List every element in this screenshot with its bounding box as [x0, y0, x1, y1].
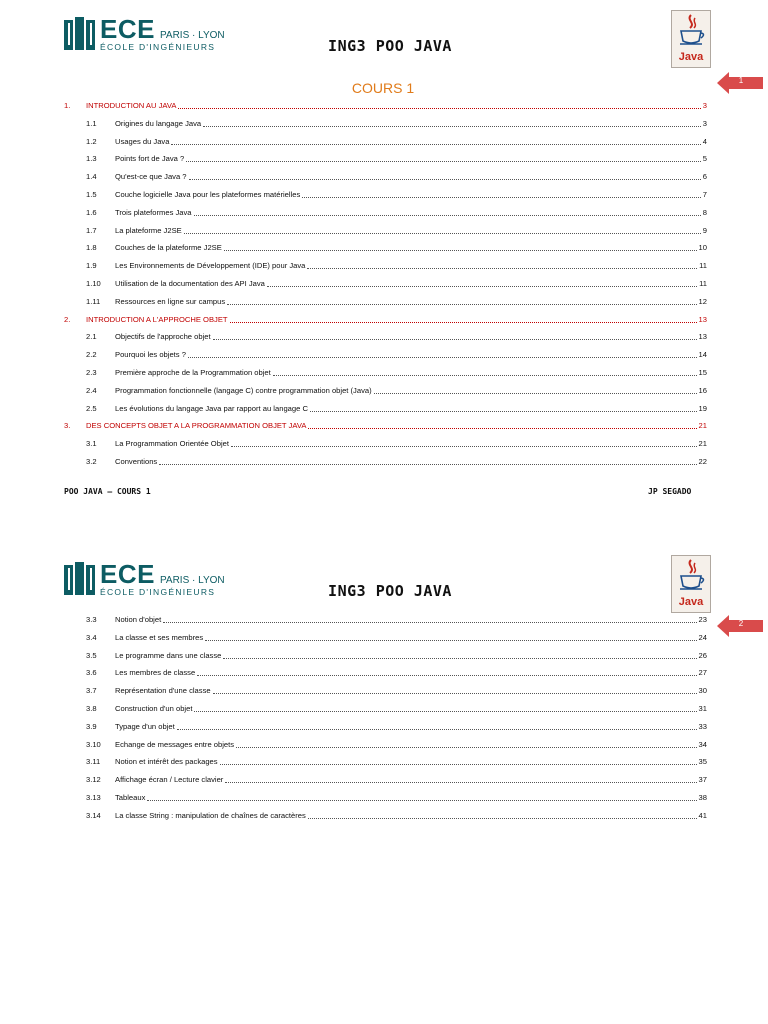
toc-section-entry[interactable] [64, 666, 707, 678]
toc-entry-label: Ressources en ligne sur campus [115, 296, 226, 306]
toc-section-entry[interactable] [64, 809, 707, 821]
toc-entry-number: 1.2 [86, 136, 97, 146]
toc-section-entry[interactable] [64, 152, 707, 164]
toc-entry-page: 38 [698, 793, 707, 802]
toc-entry-page: 31 [698, 704, 707, 713]
toc-entry-number: 3.3 [86, 615, 97, 624]
toc-section-entry[interactable] [64, 188, 707, 200]
toc-entry-label: Notion d'objet [115, 615, 162, 624]
toc-entry-number: 1.11 [86, 296, 101, 306]
toc-entry-page: 41 [698, 810, 707, 820]
toc-entry-number: 1.7 [86, 225, 97, 235]
toc-dot-leader [147, 800, 696, 801]
java-cup-icon [672, 556, 710, 592]
toc-entry-number: 3.1 [86, 439, 97, 449]
toc-entry-number: 2.4 [86, 385, 97, 395]
toc-dot-leader [213, 339, 697, 340]
toc-entry-page: 3 [702, 101, 707, 110]
toc-entry-number: 3. [64, 421, 71, 431]
toc-entry-label: Tableaux [115, 793, 146, 802]
toc-entry-label: Usages du Java [115, 136, 170, 146]
toc-section-entry[interactable] [64, 720, 707, 732]
arrow-label: 1 [738, 76, 744, 85]
toc-dot-leader [230, 322, 697, 323]
toc-section-entry[interactable] [64, 437, 707, 449]
toc-entry-label: Points fort de Java ? [115, 154, 185, 164]
toc-dot-leader [178, 108, 700, 109]
toc-entry-label: Première approche de la Programmation objet [115, 368, 271, 377]
footer-author: JP SEGADO [648, 487, 692, 496]
toc-entry-page: 8 [702, 207, 707, 217]
toc-entry-label: La plateforme J2SE [115, 225, 182, 235]
toc-dot-leader [273, 375, 697, 376]
toc-entry-page: 19 [698, 403, 707, 413]
toc-entry-page: 13 [698, 314, 707, 324]
toc-dot-leader [186, 161, 701, 162]
toc-entry-number: 3.10 [86, 739, 101, 749]
toc-entry-number: 1.4 [86, 172, 97, 182]
toc-entry-page: 37 [698, 775, 707, 785]
toc-entry-page: 16 [698, 385, 707, 395]
toc-entry-label: Programmation fonctionnelle (langage C) contre programmation objet (Java) [115, 385, 372, 395]
logo-cities-text: PARIS · LYON [159, 575, 225, 586]
footer-course: POO JAVA – COURS 1 [64, 487, 151, 496]
toc-entry-number: 1.5 [86, 190, 97, 199]
java-cup-icon [672, 11, 710, 47]
toc-dot-leader [225, 782, 696, 783]
toc-entry-page: 10 [698, 243, 707, 253]
toc-section-entry[interactable] [64, 135, 707, 147]
toc-entry-page: 7 [702, 190, 707, 199]
toc-entry-number: 2. [64, 314, 71, 324]
toc-entry-number: 2.1 [86, 332, 97, 342]
toc-section-entry[interactable] [64, 366, 707, 378]
toc-entry-label: Représentation d'une classe [115, 686, 211, 696]
toc-entry-page: 27 [698, 668, 707, 678]
toc-entry-number: 1.1 [86, 118, 97, 128]
toc-entry-label: Pourquoi les objets ? [115, 350, 186, 360]
page-number-arrow [717, 615, 763, 637]
logo-school-text: ÉCOLE D'INGÉNIEURS [100, 587, 216, 597]
toc-section-entry[interactable] [64, 206, 707, 218]
toc-entry-label: DES CONCEPTS OBJET A LA PROGRAMMATION OBJET JAVA [86, 421, 307, 431]
toc-entry-page: 14 [698, 350, 707, 360]
toc-entry-number: 1.8 [86, 243, 97, 253]
toc-dot-leader [227, 304, 696, 305]
toc-dot-leader [194, 711, 696, 712]
toc-entry-label: Les évolutions du langage Java par rapport au langage C [115, 403, 308, 413]
toc-section-entry[interactable] [64, 755, 707, 767]
toc-dot-leader [205, 640, 696, 641]
toc-entry-number: 3.8 [86, 704, 97, 713]
toc-dot-leader [189, 179, 701, 180]
toc-entry-number: 3.2 [86, 457, 97, 466]
toc-entry-label: La classe et ses membres [115, 632, 204, 642]
toc-entry-label: INTRODUCTION A L'APPROCHE OBJET [86, 314, 228, 324]
toc-section-entry[interactable] [64, 738, 707, 750]
toc-section-entry[interactable] [64, 684, 707, 696]
toc-entry-label: Le programme dans une classe [115, 650, 222, 660]
toc-entry-page: 26 [698, 650, 707, 660]
toc-dot-leader [213, 693, 697, 694]
toc-dot-leader [302, 197, 700, 198]
toc-entry-label: Notion et intérêt des packages [115, 757, 218, 767]
toc-entry-page: 35 [698, 757, 707, 767]
logo-ece-text: ECE [100, 14, 155, 44]
toc-chapter-entry[interactable] [64, 99, 707, 111]
toc-dot-leader [224, 250, 697, 251]
toc-dot-leader [267, 286, 697, 287]
toc-entry-number: 3.11 [86, 757, 101, 767]
toc-entry-number: 3.4 [86, 632, 97, 642]
toc-dot-leader [177, 729, 697, 730]
toc-entry-label: Objectifs de l'approche objet [115, 332, 211, 342]
toc-dot-leader [308, 428, 696, 429]
toc-entry-label: Utilisation de la documentation des API Java [115, 279, 265, 288]
toc-entry-number: 1.10 [86, 279, 101, 288]
toc-entry-label: Affichage écran / Lecture clavier [115, 775, 224, 785]
toc-section-entry[interactable] [64, 384, 707, 396]
toc-section-entry[interactable] [64, 277, 707, 289]
toc-section-entry[interactable] [64, 348, 707, 360]
toc-section-entry[interactable] [64, 613, 707, 625]
toc-entry-label: Trois plateformes Java [115, 207, 192, 217]
logo-ece-text: ECE [100, 559, 155, 589]
toc-section-entry[interactable] [64, 259, 707, 271]
toc-entry-page: 24 [698, 632, 707, 642]
toc-entry-page: 15 [698, 368, 707, 377]
toc-dot-leader [188, 357, 697, 358]
toc-entry-number: 3.7 [86, 686, 97, 696]
toc-entry-page: 11 [699, 279, 707, 288]
toc-entry-label: Origines du langage Java [115, 118, 202, 128]
toc-entry-page: 23 [698, 615, 707, 624]
toc-dot-leader [220, 764, 697, 765]
toc-dot-leader [374, 393, 697, 394]
toc-entry-number: 1.6 [86, 207, 97, 217]
java-logo [671, 10, 711, 68]
toc-entry-number: 2.2 [86, 350, 97, 360]
toc-entry-label: INTRODUCTION AU JAVA [86, 101, 177, 110]
toc-entry-page: 4 [702, 136, 707, 146]
java-logo-text: Java [678, 51, 704, 63]
toc-dot-leader [231, 446, 697, 447]
toc-dot-leader [223, 658, 696, 659]
toc-entry-number: 3.9 [86, 721, 97, 731]
toc-chapter-entry[interactable] [64, 313, 707, 325]
toc-entry-page: 12 [698, 296, 707, 306]
toc-entry-page: 21 [698, 439, 707, 449]
toc-dot-leader [197, 675, 696, 676]
toc-entry-page: 33 [698, 721, 707, 731]
toc-entry-page: 22 [698, 457, 707, 466]
toc-chapter-entry[interactable] [64, 419, 707, 431]
toc-section-entry[interactable] [64, 241, 707, 253]
logo-cities-text: PARIS · LYON [159, 30, 225, 41]
toc-entry-number: 3.5 [86, 650, 97, 660]
toc-entry-number: 3.6 [86, 668, 97, 678]
toc-section-entry[interactable] [64, 773, 707, 785]
toc-entry-label: La classe String : manipulation de chaînes de caractères [115, 810, 306, 820]
toc-entry-label: La Programmation Orientée Objet [115, 439, 229, 449]
toc-entry-page: 21 [698, 421, 707, 431]
java-logo [671, 555, 711, 613]
toc-section-entry[interactable] [64, 791, 707, 803]
toc-section-entry[interactable] [64, 649, 707, 661]
toc-entry-label: Les membres de classe [115, 668, 196, 678]
arrow-label: 2 [738, 619, 744, 628]
toc-dot-leader [184, 233, 701, 234]
logo-school-text: ÉCOLE D'INGÉNIEURS [100, 42, 216, 52]
toc-entry-number: 1.9 [86, 261, 97, 271]
toc-section-entry[interactable] [64, 117, 707, 129]
toc-dot-leader [236, 747, 697, 748]
toc-entry-page: 30 [698, 686, 707, 696]
toc-entry-number: 3.12 [86, 775, 101, 785]
toc-entry-label: Couche logicielle Java pour les plateformes matérielles [115, 190, 301, 199]
toc-section-entry[interactable] [64, 224, 707, 236]
toc-section-entry[interactable] [64, 330, 707, 342]
toc-dot-leader [163, 622, 696, 623]
toc-entry-label: Construction d'un objet [115, 704, 193, 713]
toc-entry-page: 3 [702, 118, 707, 128]
toc-section-entry[interactable] [64, 170, 707, 182]
cours-title: COURS 1 [351, 80, 415, 96]
toc-entry-page: 6 [702, 172, 707, 182]
toc-section-entry[interactable] [64, 295, 707, 307]
toc-entry-label: Qu'est-ce que Java ? [115, 172, 187, 182]
toc-entry-page: 9 [702, 225, 707, 235]
toc-entry-label: Typage d'un objet [115, 721, 175, 731]
document-page-2 [0, 545, 768, 1024]
document-title: ING3 POO JAVA [328, 37, 452, 55]
toc-dot-leader [203, 126, 701, 127]
toc-entry-label: Conventions [115, 457, 158, 466]
toc-dot-leader [171, 144, 700, 145]
toc-section-entry[interactable] [64, 402, 707, 414]
toc-dot-leader [159, 464, 696, 465]
toc-entry-page: 5 [702, 154, 707, 164]
toc-dot-leader [194, 215, 701, 216]
toc-dot-leader [308, 818, 697, 819]
java-logo-text: Java [678, 596, 704, 608]
toc-dot-leader [307, 268, 697, 269]
toc-dot-leader [310, 411, 697, 412]
toc-entry-number: 3.14 [86, 810, 101, 820]
toc-entry-number: 2.3 [86, 368, 97, 377]
toc-section-entry[interactable] [64, 455, 707, 467]
toc-entry-number: 1. [64, 101, 71, 110]
toc-entry-number: 2.5 [86, 403, 97, 413]
toc-entry-number: 3.13 [86, 793, 101, 802]
toc-entry-number: 1.3 [86, 154, 97, 164]
toc-section-entry[interactable] [64, 702, 707, 714]
toc-entry-label: Les Environnements de Développement (IDE) pour Java [115, 261, 306, 271]
toc-section-entry[interactable] [64, 631, 707, 643]
toc-entry-label: Echange de messages entre objets [115, 739, 235, 749]
toc-entry-page: 34 [698, 739, 707, 749]
toc-entry-label: Couches de la plateforme J2SE [115, 243, 222, 253]
toc-entry-page: 11 [699, 261, 707, 271]
toc-entry-page: 13 [698, 332, 707, 342]
document-title: ING3 POO JAVA [328, 582, 452, 600]
